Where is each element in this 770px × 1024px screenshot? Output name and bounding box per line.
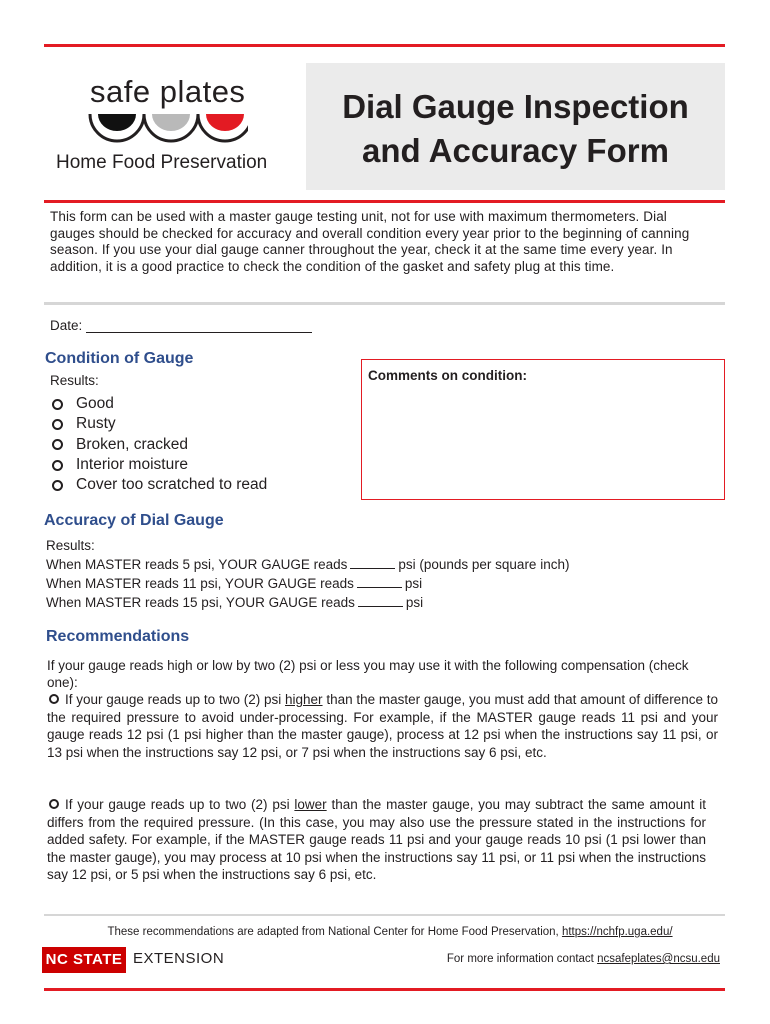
title-line-1: Dial Gauge Inspection (342, 88, 689, 125)
page-title (306, 85, 725, 173)
bowls-icon (88, 110, 248, 150)
radio-icon[interactable] (52, 439, 63, 450)
recommendation-higher: If your gauge reads up to two (2) psi higher than the master gauge, you must add that amount of difference to the required pressure to avoid under-processing. For example, if the MASTER gauge reads 11 psi and your gauge reads 12 psi (1 psi higher than the master gauge), process at 12 psi when the instructions say 11 psi, or 13 psi when the instructions say 12 psi, or 7 psi when the instructions say 6 psi, etc. (47, 692, 718, 760)
recommendation-lower: If your gauge reads up to two (2) psi lower than the master gauge, you may subtract the same amount it differs from the required pressure. (In this case, you may also use the pressure stated in the instructions for added safety. For example, if the MASTER gauge reads 11 psi and your gauge reads 10 psi (1 psi lower than the master gauge), you may process at 10 psi when the instructions say 11 psi, or 11 psi when the instructions say 12 psi, or 5 psi when the instructions say 6 psi, etc. (47, 797, 706, 882)
condition-option[interactable]: Interior moisture (50, 455, 267, 475)
bottom-red-rule (44, 988, 725, 991)
condition-option[interactable]: Good (50, 394, 267, 414)
date-row (50, 317, 312, 333)
accuracy-section (46, 537, 569, 612)
recommendations-heading: Recommendations (46, 628, 190, 645)
gauge-reading-field[interactable] (358, 593, 403, 607)
condition-option[interactable]: Broken, cracked (50, 435, 267, 455)
radio-icon[interactable] (52, 419, 63, 430)
contact-line: For more information contact ncsafeplates@ncsu.edu (446, 953, 720, 965)
radio-icon[interactable] (52, 399, 63, 410)
header-red-rule (44, 200, 725, 203)
accuracy-heading: Accuracy of Dial Gauge (44, 512, 224, 529)
accuracy-row: When MASTER reads 5 psi, YOUR GAUGE reads psi (pounds per square inch) (46, 557, 570, 572)
comments-box[interactable] (361, 359, 725, 500)
condition-heading: Condition of Gauge (45, 350, 194, 367)
condition-options (50, 394, 267, 495)
nc-state-logo: NC STATE (42, 947, 126, 973)
date-field[interactable] (86, 317, 312, 333)
condition-option[interactable]: Rusty (50, 414, 267, 434)
logo-wordmark: safe plates (90, 74, 246, 109)
radio-icon[interactable] (49, 799, 59, 809)
logo-tagline: Home Food Preservation (56, 152, 268, 173)
gauge-reading-field[interactable] (350, 555, 395, 569)
radio-icon[interactable] (52, 460, 63, 471)
title-line-2: and Accuracy Form (362, 132, 669, 169)
footer-gray-rule (44, 914, 725, 916)
safe-plates-logo (56, 68, 305, 188)
accuracy-results-label: Results: (46, 538, 95, 553)
condition-results-label: Results: (50, 373, 99, 388)
title-box (306, 63, 725, 190)
footer-note: These recommendations are adapted from National Center for Home Food Preservation, https://nchfp.uga.edu/ (107, 926, 673, 938)
nchfp-link[interactable]: https://nchfp.uga.edu/ (561, 926, 673, 938)
accuracy-row: When MASTER reads 15 psi, YOUR GAUGE reads psi (46, 595, 424, 610)
intro-paragraph: This form can be used with a master gauge testing unit, not for use with maximum thermometers. Dial gauges should be checked for accuracy and overall condition every year prior to the beginning of canning season. If you use your dial gauge canner throughout the year, check it at the same time every year. In addition, it is a good practice to check the condition of the gasket and safety plug at this time. (50, 209, 690, 274)
top-red-rule (44, 44, 725, 47)
contact-email-link[interactable]: ncsafeplates@ncsu.edu (597, 953, 720, 965)
radio-icon[interactable] (52, 480, 63, 491)
bowl-gray (144, 114, 198, 141)
bowl-red (198, 114, 248, 141)
gauge-reading-field[interactable] (357, 574, 402, 588)
date-label: Date: (50, 318, 83, 333)
recommendations-intro: If your gauge reads high or low by two (2) psi or less you may use it with the following compensation (check one): (47, 658, 689, 690)
comments-label: Comments on condition: (368, 368, 527, 383)
accuracy-row: When MASTER reads 11 psi, YOUR GAUGE reads psi (46, 576, 423, 591)
extension-label: EXTENSION (133, 950, 225, 967)
intro-gray-rule (44, 302, 725, 305)
radio-icon[interactable] (49, 694, 59, 704)
condition-option[interactable]: Cover too scratched to read (50, 475, 267, 495)
bowl-black (90, 114, 144, 141)
